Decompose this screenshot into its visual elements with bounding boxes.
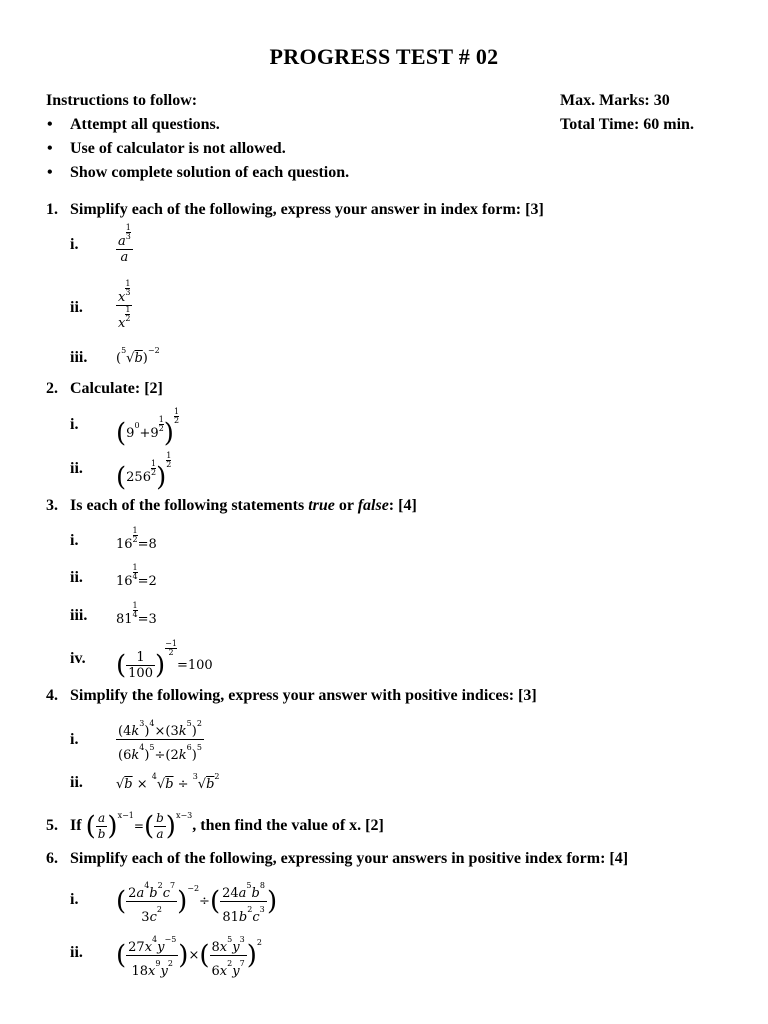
question-1 (46, 201, 544, 219)
question-text-end: : [4] (388, 497, 417, 514)
question-number: 1. (46, 201, 58, 218)
expression-5: ( $\frac{a}{b}$ )$^{x-1}$=( $\frac{b}{a}$ )$^{x-3}$ (85, 811, 193, 842)
part-label: ii. (70, 299, 83, 316)
instructions-list (46, 113, 349, 185)
part-label: iii. (70, 607, 88, 624)
max-marks: Max. Marks: 30 (560, 92, 670, 109)
question-text-false: false (357, 497, 389, 514)
page-title: PROGRESS TEST # 02 (269, 44, 499, 69)
part-label: i. (70, 416, 79, 433)
question-text: Is each of the following statements (70, 497, 309, 514)
part-label: ii. (70, 944, 83, 961)
question-4 (46, 687, 537, 705)
question-2 (46, 380, 163, 398)
question-text: , then find the value of x. [2] (192, 817, 384, 835)
part-label: i. (70, 532, 79, 549)
instructions-heading: Instructions to follow: (46, 92, 198, 109)
expression-3-iv: ( $\frac{1}{100}$ ) $\frac{-1}{2}$ =100 (116, 639, 213, 681)
expression-1-iii: $(^5√b)^{-2}$ (116, 346, 160, 366)
expression-2-ii: (256 $\frac{1}{2}$ ) $\frac{1}{2}$ (116, 451, 172, 493)
question-text: Simplify each of the following, express your answer in index form: [3] (70, 201, 544, 218)
part-label: i. (70, 236, 79, 253)
question-text: Simplify each of the following, expressing your answers in positive index form: [4] (70, 850, 629, 867)
expression-3-i: 16 $\frac{1}{2}$ =8 (116, 526, 157, 552)
question-text-true: true (308, 497, 335, 514)
question-text-or: or (334, 497, 358, 514)
expression-4-i: $\frac{(4k^3)^4\times(3k^5)^2}{(6k^4)^5\div(2k^6)^5}$ (116, 716, 204, 763)
question-text: Calculate: [2] (70, 380, 163, 397)
expression-3-ii: 16 $\frac{1}{4}$ =2 (116, 563, 157, 589)
part-label: ii. (70, 460, 83, 477)
marks-info (560, 89, 694, 137)
expression-6-ii: ( $\frac{27x^4y^{-5}}{18x^9y^2}$ )×( $\frac{8x^5y^3}{6x^2y^7}$ )$^2$ (116, 932, 262, 979)
instruction-item: • Show complete solution of each question. (46, 161, 349, 185)
question-number: 6. (46, 850, 58, 867)
part-label: ii. (70, 569, 83, 586)
expression-2-i: ($9^0+9$ $\frac{1}{2}$ ) $\frac{1}{2}$ (116, 407, 180, 449)
part-label: i. (70, 731, 79, 748)
question-6 (46, 850, 628, 868)
instruction-item: • Attempt all questions. (46, 113, 349, 137)
part-label: ii. (70, 774, 83, 791)
instructions (46, 89, 349, 185)
part-label: iv. (70, 650, 86, 667)
question-text-if: If (70, 817, 82, 835)
part-label: iii. (70, 349, 88, 366)
expression-3-iii: 81 $\frac{1}{4}$ =3 (116, 601, 157, 627)
question-number: 4. (46, 687, 58, 704)
question-number: 5. (46, 817, 58, 835)
question-number: 3. (46, 497, 58, 514)
expression-1-ii: x $\frac{1}{3}$ x $\frac{1}{2}$ (118, 279, 131, 331)
question-number: 2. (46, 380, 58, 397)
expression-4-ii: $√b \times ^4√b \div ^3√b^2$ (116, 772, 220, 792)
expression-6-i: ( $\frac{2a^4b^2c^7}{3c^2}$ )$^{-2}$÷( $\frac{24a^5b^8}{81b^2c^3}$ ) (116, 878, 277, 925)
question-3 (46, 497, 417, 515)
instruction-item: • Use of calculator is not allowed. (46, 137, 349, 161)
expression-1-i: a $\frac{1}{3}$ a (118, 223, 131, 265)
question-text: Simplify the following, express your answer with positive indices: [3] (70, 687, 537, 704)
question-5 (46, 811, 384, 842)
total-time: Total Time: 60 min. (560, 116, 694, 133)
part-label: i. (70, 891, 79, 908)
